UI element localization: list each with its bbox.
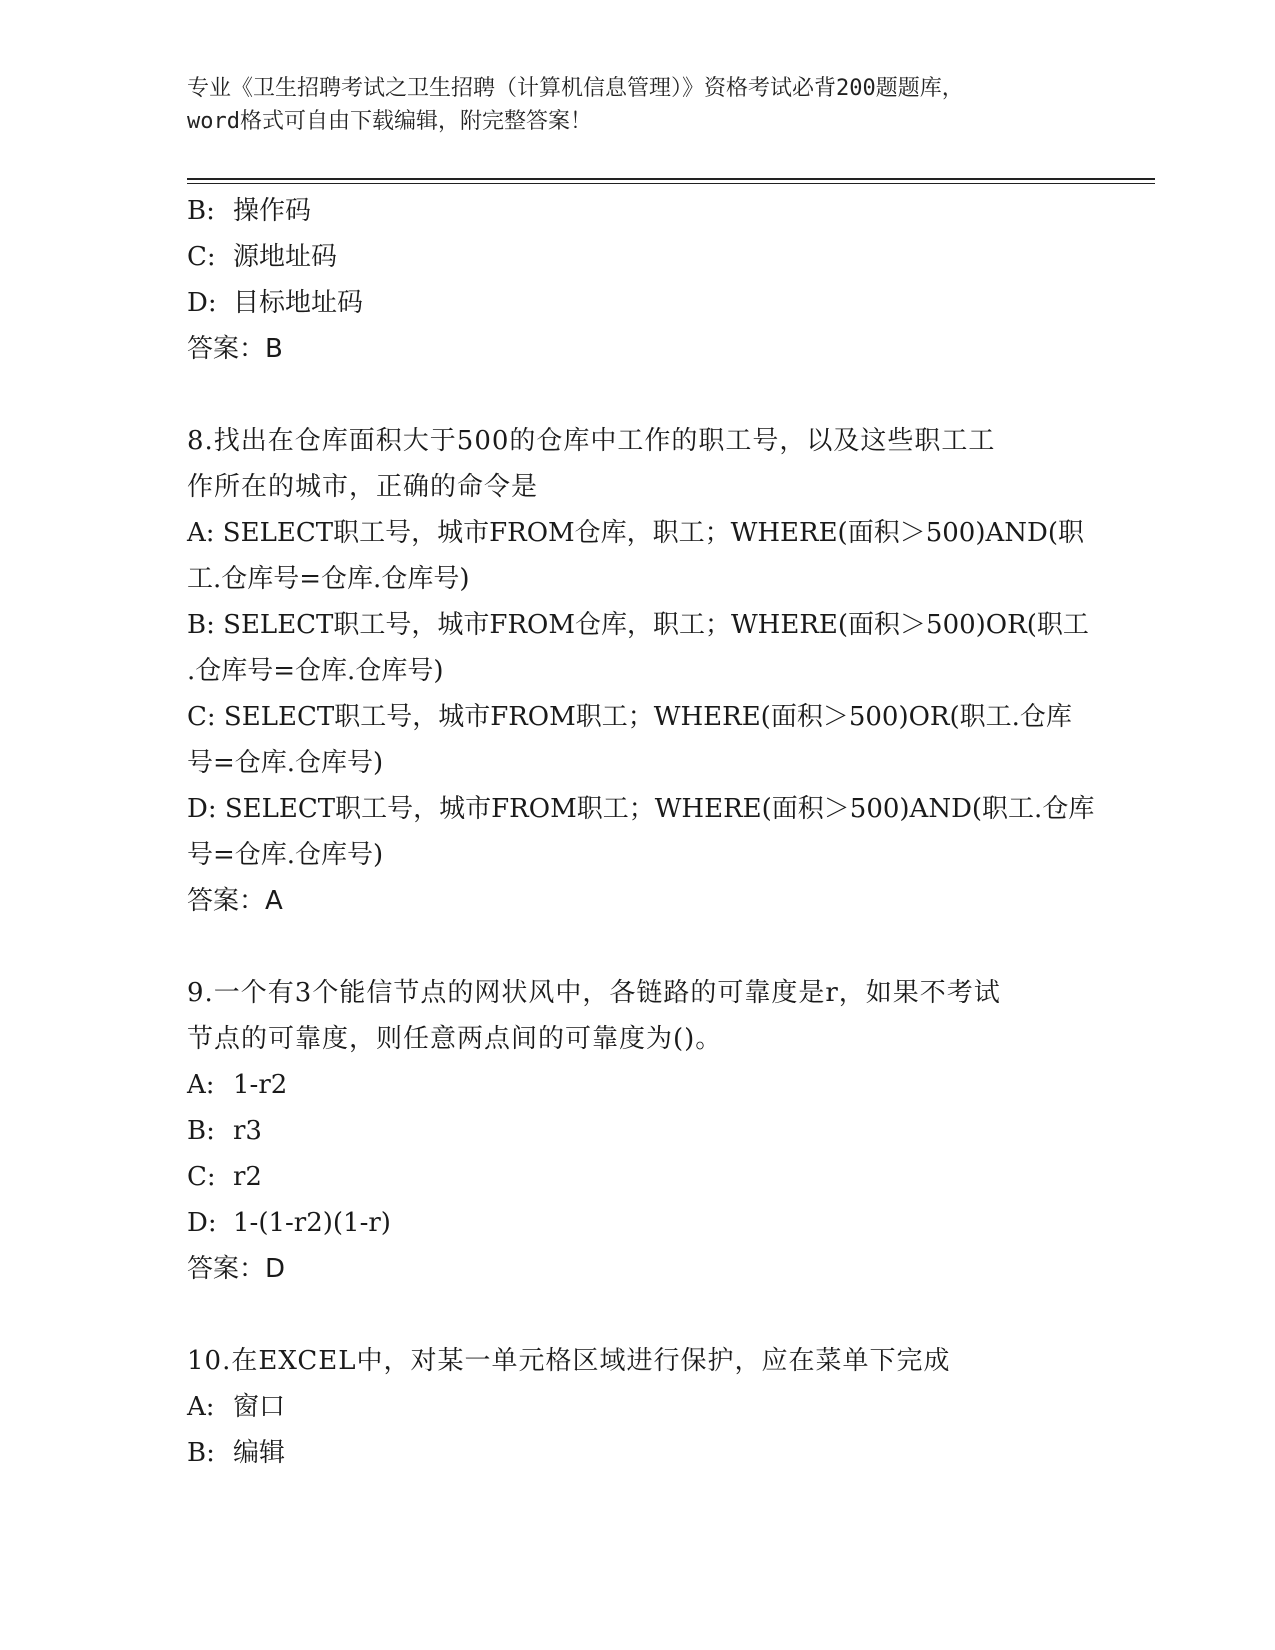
option-text: 1-r2 (233, 1070, 288, 1100)
question-9 (187, 970, 1087, 1292)
q8-option-a-line-1: A: SELECT职工号，城市FROM仓库，职工；WHERE(面积＞500)AND(职 (187, 518, 1084, 548)
option-text: 1-(1-r2)(1-r) (233, 1208, 391, 1238)
q8-option-a-line-2: 工.仓库号=仓库.仓库号) (187, 564, 470, 594)
q9-option-d (187, 1200, 1087, 1246)
q7-answer: 答案：B (187, 334, 283, 364)
option-text: 编辑 (233, 1438, 286, 1468)
q8-option-c-line-2: 号=仓库.仓库号) (187, 748, 384, 778)
q8-text-line-2: 作所在的城市，正确的命令是 (187, 472, 539, 502)
q9-text-line-2: 节点的可靠度，则任意两点间的可靠度为()。 (187, 1024, 723, 1054)
header-rule-thin (187, 183, 1155, 184)
option-label: C: (187, 1162, 216, 1192)
q9-option-a (187, 1062, 1087, 1108)
option-label: B: (187, 196, 215, 226)
q8-option-c-line-1: C: SELECT职工号，城市FROM职工；WHERE(面积＞500)OR(职工.仓库 (187, 702, 1072, 732)
option-label: D: (187, 288, 217, 318)
question-8 (187, 418, 1095, 924)
option-text: 窗口 (233, 1392, 286, 1422)
question-7-tail (187, 188, 1087, 372)
q10-option-b (187, 1430, 1087, 1476)
q8-option-b-line-1: B: SELECT职工号，城市FROM仓库，职工；WHERE(面积＞500)OR(职工 (187, 610, 1089, 640)
question-content (187, 188, 1095, 1476)
q7-option-b (187, 188, 1087, 234)
q8-option-d-line-2: 号=仓库.仓库号) (187, 840, 384, 870)
option-label: C: (187, 242, 216, 272)
q7-option-d (187, 280, 1087, 326)
spacer (187, 1292, 1087, 1338)
document-header (187, 72, 1087, 138)
q9-option-c (187, 1154, 1087, 1200)
spacer (187, 372, 1087, 418)
spacer (187, 924, 1087, 970)
header-line-2: word格式可自由下载编辑，附完整答案！ (187, 109, 592, 134)
option-text: r3 (233, 1116, 262, 1146)
option-text: 源地址码 (233, 242, 338, 272)
option-label: B: (187, 1438, 215, 1468)
q8-option-b-line-2: .仓库号=仓库.仓库号) (187, 656, 444, 686)
q9-answer: 答案：D (187, 1254, 286, 1284)
q10-option-a (187, 1384, 1087, 1430)
q9-option-b (187, 1108, 1087, 1154)
q8-text-line-1: 8.找出在仓库面积大于500的仓库中工作的职工号，以及这些职工工 (187, 426, 996, 456)
option-text: 操作码 (233, 196, 312, 226)
option-text: r2 (233, 1162, 262, 1192)
header-line-1: 专业《卫生招聘考试之卫生招聘（计算机信息管理）》资格考试必背200题题库， (187, 76, 964, 101)
q8-answer: 答案：A (187, 886, 283, 916)
q9-text-line-1: 9.一个有3个能信节点的网状风中，各链路的可靠度是r，如果不考试 (187, 978, 1001, 1008)
header-rule-thick (187, 178, 1155, 180)
q7-option-c (187, 234, 1087, 280)
question-10 (187, 1338, 1087, 1476)
option-label: D: (187, 1208, 217, 1238)
option-text: 目标地址码 (233, 288, 364, 318)
option-label: B: (187, 1116, 215, 1146)
option-label: A: (187, 1392, 215, 1422)
q8-option-d-line-1: D: SELECT职工号，城市FROM职工；WHERE(面积＞500)AND(职工.仓库 (187, 794, 1095, 824)
option-label: A: (187, 1070, 215, 1100)
q10-text-line-1: 10.在EXCEL中，对某一单元格区域进行保护，应在菜单下完成 (187, 1346, 951, 1376)
